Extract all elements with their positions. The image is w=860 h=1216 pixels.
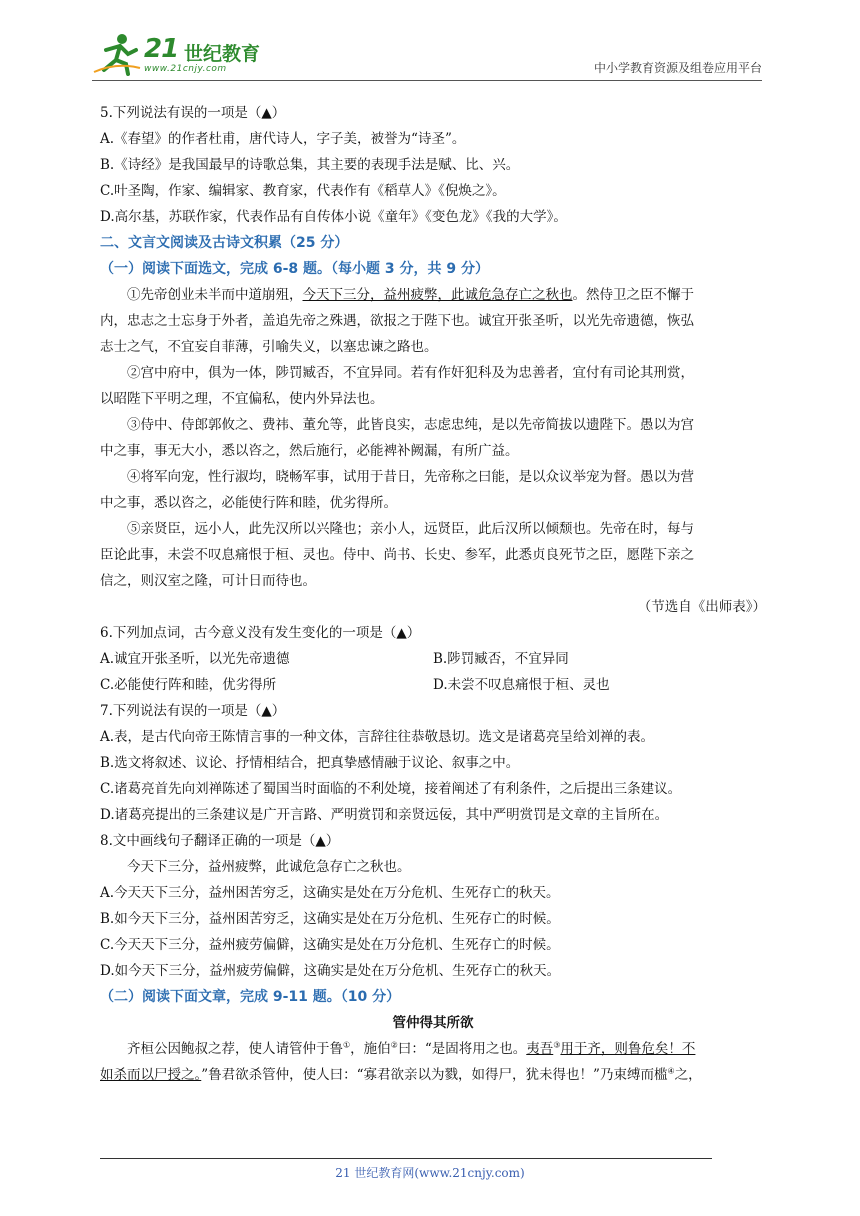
passage-text: 。然侍卫之臣不懈于 xyxy=(572,287,694,303)
q6-option-d: D.未尝不叹息痛恨于桓、灵也 xyxy=(433,677,610,693)
q8-option-a: A.今天天下三分，益州困苦穷乏，这确实是处在万分危机、生死存亡的秋天。 xyxy=(100,885,560,901)
passage-p5-line2: 臣论此事，未尝不叹息痛恨于桓、灵也。侍中、尚书、长史、参军，此悉贞良死节之臣，愿陛下亲之 xyxy=(100,547,694,563)
document-body xyxy=(100,100,766,1088)
q8-quote: 今天下三分，益州疲弊，此诚危急存亡之秋也。 xyxy=(127,859,411,875)
essay-title: 管仲得其所欲 xyxy=(392,1015,474,1031)
passage-text: ①先帝创业未半而中道崩殂， xyxy=(127,287,303,303)
underlined-sentence: 夷吾 xyxy=(526,1041,554,1057)
q8-stem: 8.文中画线句子翻译正确的一项是（▲） xyxy=(100,833,340,849)
passage-p1-line1 xyxy=(100,282,766,308)
q7-option-a: A.表，是古代向帝王陈情言事的一种文体，言辞往往恭敬恳切。选文是诸葛亮呈给刘禅的表。 xyxy=(100,729,655,745)
footnote-marker: ④ xyxy=(667,1066,675,1076)
q5-option-a: A.《春望》的作者杜甫，唐代诗人，字子美，被誉为“诗圣”。 xyxy=(100,131,466,147)
q6-option-c: C.必能使行阵和睦，优劣得所 xyxy=(100,677,277,693)
q5-option-c: C.叶圣陶，作家、编辑家、教育家，代表作有《稻草人》《倪焕之》。 xyxy=(100,183,506,199)
passage-p5-line1: ⑤亲贤臣，远小人，此先汉所以兴隆也；亲小人，远贤臣，此后汉所以倾颓也。先帝在时，每与 xyxy=(127,521,694,537)
underlined-sentence: 如杀而以尸授之。 xyxy=(100,1067,202,1083)
footnote-marker: ① xyxy=(343,1040,351,1050)
passage-p1-line2: 内，忠志之士忘身于外者，盖追先帝之殊遇，欲报之于陛下也。诚宜开张圣听，以光先帝遗德，恢弘 xyxy=(100,313,694,329)
logo-url: www.21cnjy.com xyxy=(144,64,227,74)
passage-p1-line3: 志士之气，不宜妄自菲薄，引喻失义，以塞忠谏之路也。 xyxy=(100,339,438,355)
q6-stem: 6.下列加点词，古今意义没有发生变化的一项是（▲） xyxy=(100,625,421,641)
passage-source: （节选自《出师表》） xyxy=(637,599,766,615)
q6-options-row1 xyxy=(100,646,766,672)
underlined-sentence: 用于齐，则鲁危矣！不 xyxy=(560,1041,696,1057)
q6-option-a: A.诚宜开张圣听，以光先帝遗德 xyxy=(100,651,290,667)
passage-p4-line2: 中之事，悉以咨之，必能使行阵和睦，优劣得所。 xyxy=(100,495,397,511)
passage-p3-line2: 中之事，事无大小，悉以咨之，然后施行，必能裨补阙漏，有所广益。 xyxy=(100,443,519,459)
passage-p5-line3: 信之，则汉室之隆，可计日而待也。 xyxy=(100,573,316,589)
passage-p2-line2: 以昭陛下平明之理，不宜偏私，使内外异法也。 xyxy=(100,391,384,407)
q7-option-c: C.诸葛亮首先向刘禅陈述了蜀国当时面临的不利处境，接着阐述了有利条件，之后提出三条建议。 xyxy=(100,781,682,797)
essay-text: ”鲁君欲杀管仲，使人曰：“寡君欲亲以为戮，如得尸，犹未得也！”乃束缚而槛 xyxy=(201,1067,668,1083)
header-platform-text: 中小学教育资源及组卷应用平台 xyxy=(593,61,762,75)
section-title: 二、文言文阅读及古诗文积累（25 分） xyxy=(100,235,349,251)
essay-text: 齐桓公因鲍叔之荐，使人请管仲于鲁 xyxy=(127,1041,343,1057)
q7-option-d: D.诸葛亮提出的三条建议是广开言路、严明赏罚和亲贤远佞，其中严明赏罚是文章的主旨所在。 xyxy=(100,807,669,823)
essay-line1 xyxy=(100,1036,766,1062)
footnote-marker: ② xyxy=(390,1040,398,1050)
passage-p4-line1: ④将军向宠，性行淑均，晓畅军事，试用于昔日，先帝称之曰能，是以众议举宠为督。愚以为营 xyxy=(127,469,694,485)
logo-number: 21 xyxy=(144,34,179,64)
passage-p3-line1: ③侍中、侍郎郭攸之、费祎、董允等，此皆良实，志虑忠纯，是以先帝简拔以遗陛下。愚以为宫 xyxy=(127,417,694,433)
logo-text: 世纪教育 xyxy=(184,43,261,65)
runner-icon xyxy=(92,32,142,76)
footer-divider xyxy=(100,1158,712,1159)
page-header xyxy=(92,30,762,81)
q5-option-b: B.《诗经》是我国最早的诗歌总集，其主要的表现手法是赋、比、兴。 xyxy=(100,157,520,173)
essay-text: ，施伯 xyxy=(350,1041,391,1057)
q5-stem: 5.下列说法有误的一项是（▲） xyxy=(100,105,286,121)
essay-text: 之， xyxy=(674,1067,702,1083)
q8-option-d: D.如今天下三分，益州疲劳偏僻，这确实是处在万分危机、生死存亡的秋天。 xyxy=(100,963,561,979)
q8-option-c: C.今天天下三分，益州疲劳偏僻，这确实是处在万分危机、生死存亡的时候。 xyxy=(100,937,560,953)
essay-line2 xyxy=(100,1062,766,1088)
q6-options-row2 xyxy=(100,672,766,698)
underlined-sentence: 今天下三分，益州疲弊，此诚危急存亡之秋也 xyxy=(302,287,573,303)
footnote-marker: ③ xyxy=(553,1040,561,1050)
q7-option-b: B.选文将叙述、议论、抒情相结合，把真挚感情融于议论、叙事之中。 xyxy=(100,755,520,771)
subsection-title-2: （二）阅读下面文章，完成 9-11 题。（10 分） xyxy=(100,989,401,1005)
passage-p2-line1: ②宫中府中，俱为一体，陟罚臧否，不宜异同。若有作奸犯科及为忠善者，宜付有司论其刑赏， xyxy=(127,365,694,381)
q8-option-b: B.如今天下三分，益州困苦穷乏，这确实是处在万分危机、生死存亡的时候。 xyxy=(100,911,560,927)
site-logo[interactable] xyxy=(92,30,262,76)
subsection-title-1: （一）阅读下面选文，完成 6-8 题。（每小题 3 分，共 9 分） xyxy=(100,261,490,277)
q7-stem: 7.下列说法有误的一项是（▲） xyxy=(100,703,286,719)
q6-option-b: B.陟罚臧否，不宜异同 xyxy=(433,651,569,667)
footer-text[interactable]: 21 世纪教育网(www.21cnjy.com) xyxy=(335,1166,525,1180)
essay-text: 曰：“是固将用之也。 xyxy=(397,1041,527,1057)
q5-option-d: D.高尔基，苏联作家，代表作品有自传体小说《童年》《变色龙》《我的大学》。 xyxy=(100,209,567,225)
